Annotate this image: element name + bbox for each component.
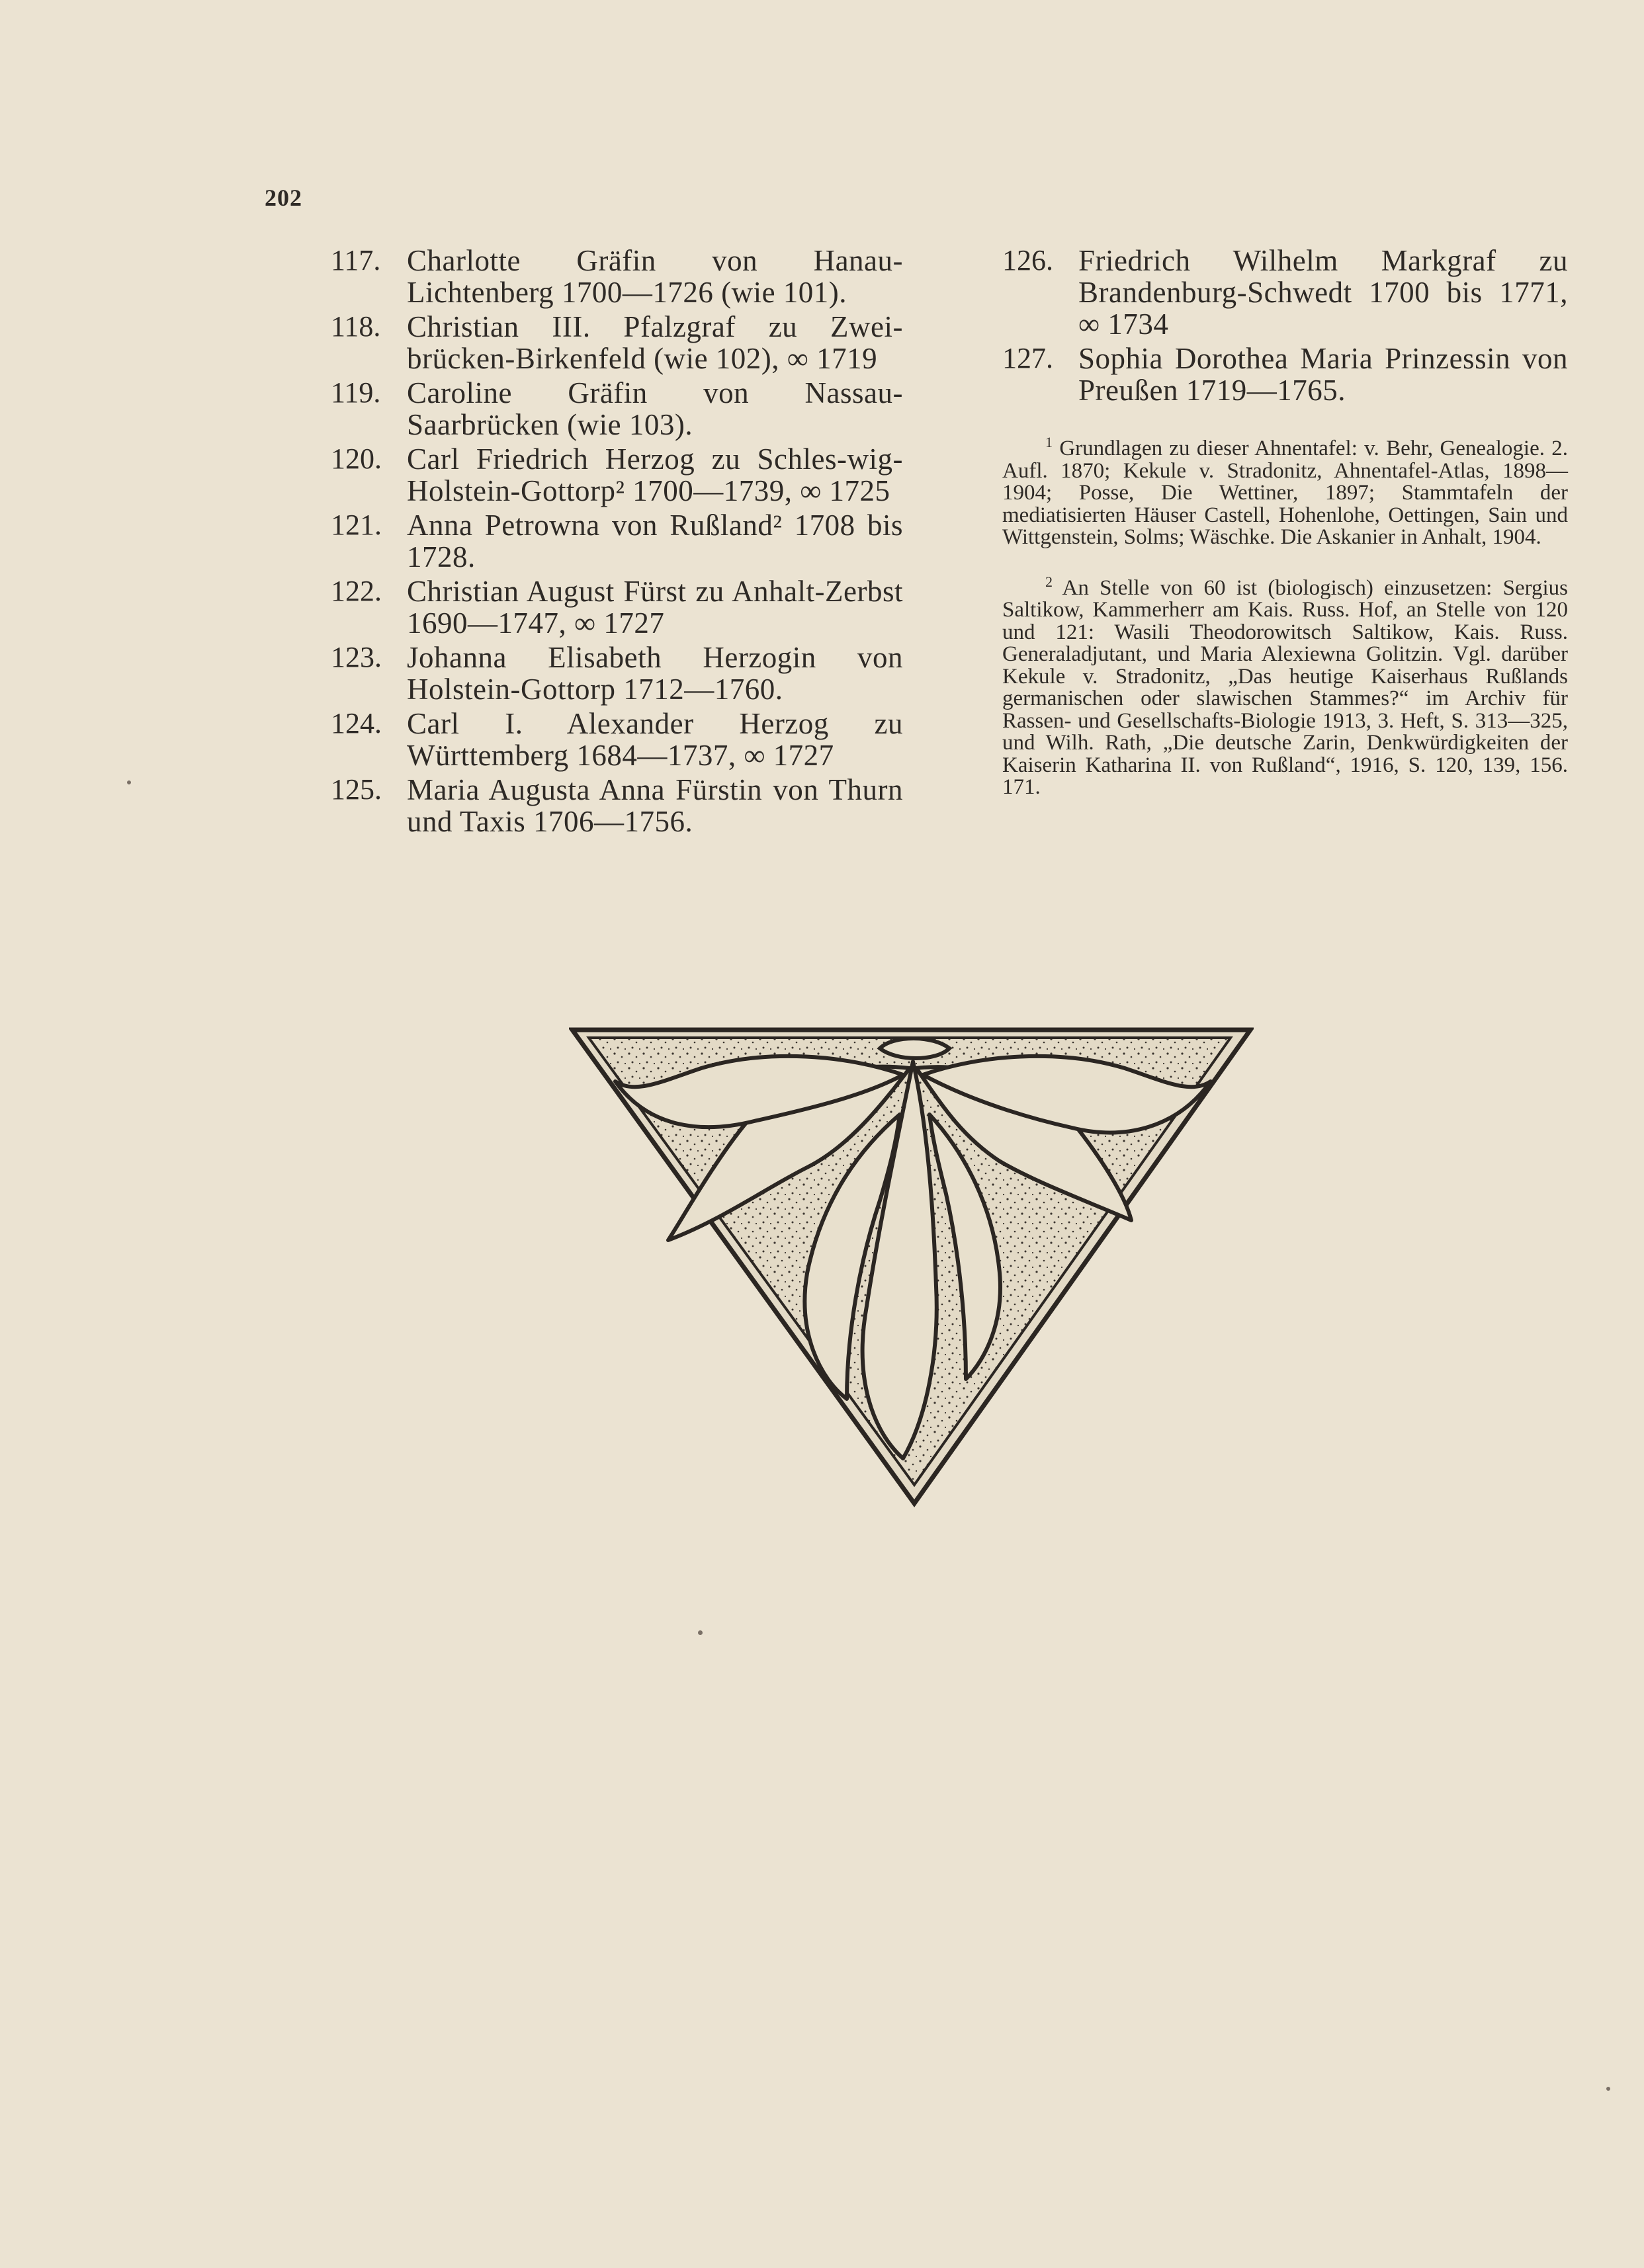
- entry-number: 127.: [1002, 342, 1053, 374]
- entry-text: Johanna Elisabeth Herzogin von Holstein-Gottorp 1712—1760.: [407, 641, 903, 706]
- entry-text: Christian August Fürst zu Anhalt-Zerbst 1690—1747, ∞ 1727: [407, 575, 903, 640]
- entry-number: 122.: [331, 575, 382, 607]
- entry-number: 119.: [331, 376, 381, 409]
- footnote-text: An Stelle von 60 ist (biologisch) einzusetzen: Sergius Saltikow, Kammerherr am Kais. Russ. Hof, an Stelle von 120 und 121: Wasili Theodorowitsch Saltikow, Kais. Russ. Generaladjutant, und Maria Alexiewna Golitzin. Vgl. darüber Kekule v. Stradonitz, „Das heutige Kaiserhaus Rußlands germanischen oder slawischen Stammes?“ im Archiv für Rassen- und Gesellschafts-Biologie 1913, 3. Heft, S. 313—325, und Wilh. Rath, „Die deutsche Zarin, Denkwürdigkeiten der Kaiserin Katharina II. von Rußland“, 1916, S. 120, 139, 156. 171.: [1002, 575, 1568, 799]
- right-column: [1002, 245, 1568, 821]
- entry-text: Christian III. Pfalzgraf zu Zwei-brücken-Birkenfeld (wie 102), ∞ 1719: [407, 310, 903, 375]
- list-item: [331, 509, 903, 573]
- ink-speck: [698, 1630, 703, 1635]
- entry-number: 125.: [331, 773, 382, 806]
- list-item: [1002, 343, 1568, 406]
- page-number: 202: [265, 185, 302, 211]
- entry-number: 118.: [331, 310, 381, 343]
- list-item: [331, 708, 903, 771]
- list-item: [331, 443, 903, 507]
- entry-number: 120.: [331, 442, 382, 475]
- list-item: [331, 575, 903, 639]
- footnote-mark: 1: [1045, 434, 1053, 450]
- footnote: [1002, 431, 1568, 549]
- list-item: [331, 311, 903, 374]
- footnote-text: Grundlagen zu dieser Ahnentafel: v. Behr, Genealogie. 2. Aufl. 1870; Kekule v. Stradonitz, Ahnentafel-Atlas, 1898—1904; Posse, Die Wettiner, 1897; Stammtafeln der mediatisierten Häuser Castell, Hohenlohe, Oettingen, Sain und Wittgenstein, Solms; Wäschke. Die Askanier in Anhalt, 1904.: [1002, 437, 1569, 549]
- footnote: [1002, 571, 1568, 799]
- list-item: [331, 245, 903, 308]
- entry-text: Sophia Dorothea Maria Prinzessin von Preußen 1719—1765.: [1078, 342, 1568, 407]
- entry-text: Charlotte Gräfin von Hanau-Lichtenberg 1700—1726 (wie 101).: [407, 244, 903, 309]
- entry-number: 121.: [331, 509, 382, 541]
- list-item: [331, 642, 903, 705]
- entry-text: Friedrich Wilhelm Markgraf zu Brandenburg-Schwedt 1700 bis 1771, ∞ 1734: [1078, 244, 1568, 341]
- entry-number: 124.: [331, 707, 382, 739]
- entry-text: Maria Augusta Anna Fürstin von Thurn und Taxis 1706—1756.: [407, 773, 903, 838]
- entry-number: 117.: [331, 244, 381, 276]
- ink-speck: [1606, 2087, 1610, 2091]
- footnote-mark: 2: [1045, 573, 1053, 590]
- ink-speck: [127, 780, 131, 784]
- list-item: [1002, 245, 1568, 340]
- list-item: [331, 377, 903, 441]
- left-column: [331, 245, 903, 840]
- triangular-acanthus-leaf-ornament-icon: [569, 1022, 1254, 1508]
- footnotes: [1002, 431, 1568, 799]
- entry-number: 126.: [1002, 244, 1053, 276]
- entry-number: 123.: [331, 641, 382, 673]
- entry-text: Carl I. Alexander Herzog zu Württemberg 1684—1737, ∞ 1727: [407, 707, 903, 772]
- entry-text: Carl Friedrich Herzog zu Schles-wig-Holstein-Gottorp² 1700—1739, ∞ 1725: [407, 442, 903, 507]
- list-item: [331, 774, 903, 837]
- entry-text: Caroline Gräfin von Nassau-Saarbrücken (wie 103).: [407, 376, 903, 441]
- entry-text: Anna Petrowna von Rußland² 1708 bis 1728.: [407, 509, 903, 573]
